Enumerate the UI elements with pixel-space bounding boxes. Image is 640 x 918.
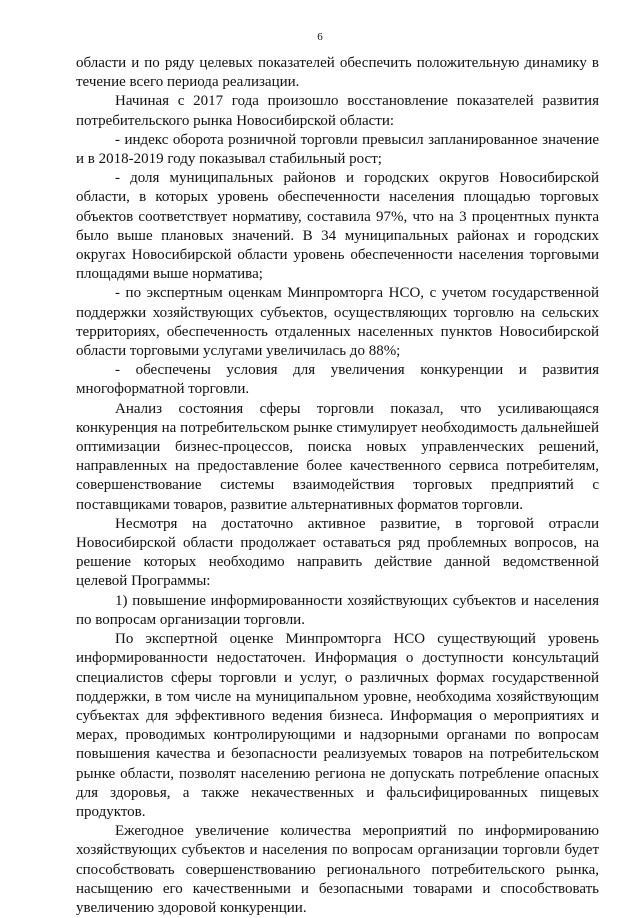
paragraph: - индекс оборота розничной торговли превысил запланированное значение и в 2018-2019 году показывал стабильный рост; bbox=[76, 131, 599, 168]
paragraph: Ежегодное увеличение количества мероприятий по информированию хозяйствующих субъектов и населения по вопросам организации торговли будет способствовать совершенствованию регионального потребительского рынка, насыщению его качественными и безопасными товарами и способствовать увеличению здоровой конкуренции. bbox=[76, 823, 599, 916]
paragraph: По экспертной оценке Минпромторга НСО существующий уровень информированности недостаточен. Информация о доступности консультаций специалистов сферы торговли и услуг, о различных формах государственной поддержки, в том числе на муниципальном уровне, необходима хозяйствующим субъектах для эффективного ведения бизнеса. Информация о мероприятиях и мерах, проводимых контролирующими и надзорными органами по вопросам повышения качества и безопасности реализуемых товаров на потребительском рынке области, позволят населению региона не допускать потребление опасных для здоровья, а также некачественных и фальсифицированных пищевых продуктов. bbox=[76, 631, 599, 820]
paragraph: Несмотря на достаточно активное развитие, в торговой отрасли Новосибирской области продолжает оставаться ряд проблемных вопросов, на решение которых необходимо направить действие данной ведомственной целевой Программы: bbox=[76, 515, 599, 590]
paragraph: - доля муниципальных районов и городских округов Новосибирской области, в которых уровень обеспеченности населения площадью торговых объектов соответствует нормативу, составила 97%, что на 3 процентных пункта было выше плановых значений. В 34 муниципальных районах и городских округах Новосибирской области уровень обеспеченности населения торговыми площадями выше норматива; bbox=[76, 170, 599, 283]
paragraph: 1) повышение информированности хозяйствующих субъектов и населения по вопросам организации торговли. bbox=[76, 592, 599, 628]
document-body bbox=[76, 54, 599, 918]
paragraph: - по экспертным оценкам Минпромторга НСО, с учетом государственной поддержки хозяйствующих субъектов, осуществляющих торговлю на сельских территориях, обеспеченность отдаленных населенных пунктов Новосибирской области торговыми услугами увеличилась до 88%; bbox=[76, 285, 599, 360]
paragraph: Анализ состояния сферы торговли показал, что усиливающаяся конкуренция на потребительском рынке стимулирует необходимость дальнейшей оптимизации бизнес-процессов, поиска новых управленческих решений, направленных на предоставление более качественного сервиса потребителям, совершенствование системы взаимодействия торговых предприятий с поставщиками товаров, развитие альтернативных форматов торговли. bbox=[76, 400, 599, 513]
paragraph: Начиная с 2017 года произошло восстановление показателей развития потребительского рынка Новосибирской области: bbox=[76, 93, 599, 129]
paragraph: области и по ряду целевых показателей обеспечить положительную динамику в течение всего периода реализации. bbox=[76, 55, 599, 91]
page-number: 6 bbox=[317, 31, 323, 43]
paragraph: - обеспечены условия для увеличения конкуренции и развития многоформатной торговли. bbox=[76, 362, 599, 398]
